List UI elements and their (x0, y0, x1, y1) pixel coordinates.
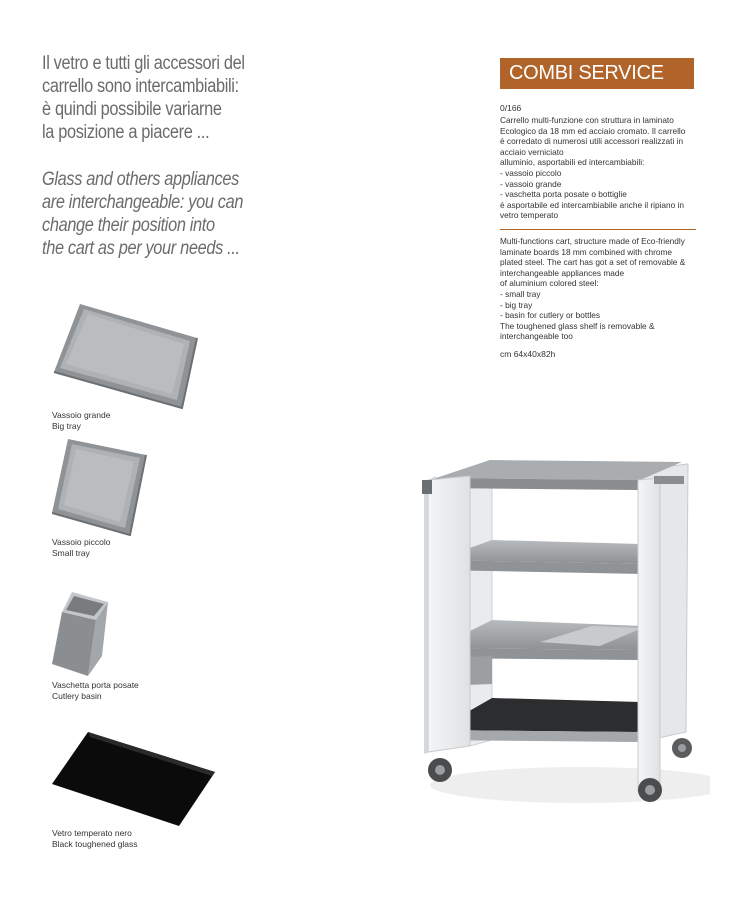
black-glass-caption (52, 828, 217, 850)
desc-en-line: - basin for cutlery or bottles (500, 310, 601, 321)
headline-english (42, 168, 248, 260)
desc-en-line: The toughened glass shelf is removable & (500, 320, 655, 331)
description-english (500, 236, 700, 342)
accessory-big-tray (52, 300, 202, 432)
accessory-cutlery-basin (52, 590, 139, 702)
big-tray-label-it: Vassoio grande (52, 410, 111, 420)
big-tray-caption (52, 410, 202, 432)
cart-illustration (410, 440, 710, 825)
cutlery-basin-label-en: Cutlery basin (52, 691, 102, 701)
cart-image (410, 440, 710, 820)
cutlery-basin-image (52, 590, 112, 680)
black-glass-label-en: Black toughened glass (52, 839, 138, 849)
desc-en-line: of aluminium colored steel: (500, 278, 599, 289)
headline-it-line-3: è quindi possibile variarne (42, 99, 222, 120)
headline-it-line-4: la posizione a piacere ... (42, 122, 210, 143)
desc-en-line: plated steel. The cart has got a set of removable & (500, 257, 686, 268)
big-tray-image (52, 300, 202, 410)
headline-italian (42, 52, 248, 144)
desc-en-line: interchangeable too (500, 331, 573, 342)
desc-en-line: Multi-functions cart, structure made of Eco-friendly (500, 236, 685, 246)
headline-en-line-1: Glass and others appliances (42, 169, 239, 190)
cutlery-basin-label-it: Vaschetta porta posate (52, 680, 139, 690)
headline-en-line-3: change their position into (42, 215, 215, 236)
product-dimensions: cm 64x40x82h (500, 349, 556, 359)
desc-en-line: laminate boards 18 mm combined with chrome (500, 246, 673, 257)
desc-it-line: è corredato di numerosi utili accessori realizzati in (500, 136, 684, 147)
headline-en-line-4: the cart as per your needs ... (42, 238, 240, 259)
desc-it-line: alluminio, asportabili ed intercambiabili: (500, 157, 645, 168)
cutlery-basin-caption (52, 680, 139, 702)
desc-en-line: - big tray (500, 299, 533, 310)
small-tray-label-en: Small tray (52, 548, 90, 558)
small-tray-image (52, 437, 152, 537)
section-divider (500, 229, 696, 230)
desc-en-line: - small tray (500, 288, 541, 299)
desc-it-line: vetro temperato (500, 210, 559, 221)
headline-it-line-2: carrello sono intercambiabili: (42, 76, 239, 97)
small-tray-caption (52, 537, 152, 559)
desc-it-line: Ecologico da 18 mm ed acciaio cromato. Il carrello (500, 125, 686, 136)
product-title: COMBI SERVICE (500, 58, 694, 89)
desc-it-line: acciaio verniciato (500, 146, 564, 157)
desc-en-line: interchangeable appliances made (500, 267, 625, 278)
big-tray-label-en: Big tray (52, 421, 81, 431)
description-italian (500, 115, 700, 221)
desc-it-line: - vassoio piccolo (500, 167, 562, 178)
headline-en-line-2: are interchangeable: you can (42, 192, 244, 213)
desc-it-line: - vassoio grande (500, 178, 562, 189)
black-glass-image (52, 730, 217, 828)
product-code: 0/166 (500, 103, 522, 113)
desc-it-line: - vaschetta porta posate o bottiglie (500, 189, 627, 200)
accessory-black-glass (52, 730, 217, 850)
headline-it-line-1: Il vetro e tutti gli accessori del (42, 53, 245, 74)
desc-it-line: Carrello multi-funzione con struttura in laminato (500, 115, 674, 125)
desc-it-line: è asportabile ed intercambiabile anche il ripiano in (500, 199, 685, 210)
headline (42, 52, 248, 260)
small-tray-label-it: Vassoio piccolo (52, 537, 111, 547)
accessory-small-tray (52, 437, 152, 559)
black-glass-label-it: Vetro temperato nero (52, 828, 132, 838)
